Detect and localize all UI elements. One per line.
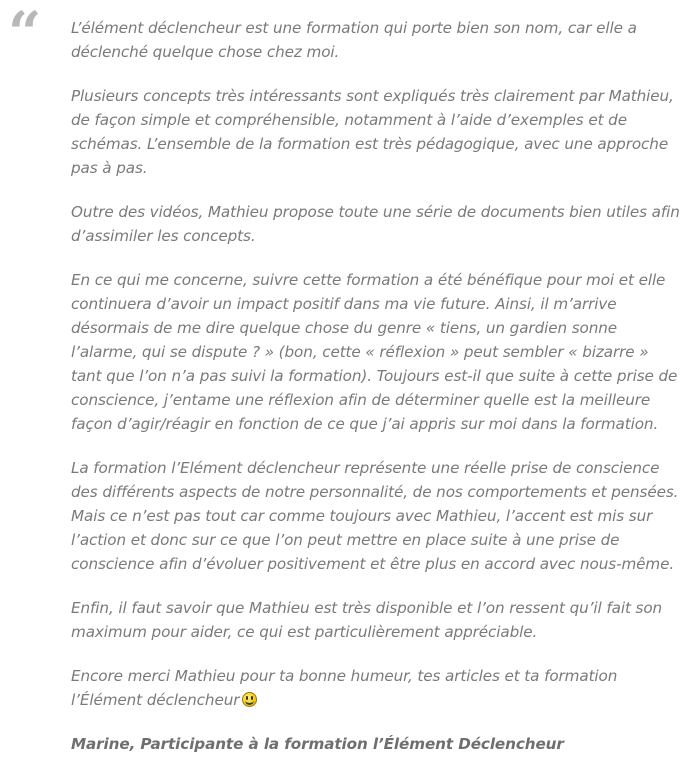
testimonial-author: Marine, Participante à la formation l’Élément Déclencheur <box>71 735 564 753</box>
smiley-face-icon <box>242 692 257 707</box>
testimonial-body <box>71 16 683 756</box>
testimonial-paragraph-4: En ce qui me concerne, suivre cette formation a été bénéfique pour moi et elle continuera d’avoir un impact positif dans ma vie future. Ainsi, il m’arrive désormais de me dire quelque chose du genre « tiens, un gardien sonne l’alarme, qui se dispute ? » (bon, cette « réflexion » peut sembler « bizarre » tant que l’on n’a pas suivi la formation). Toujours est-il que suite à cette prise de conscience, j’entame une réflexion afin de déterminer quelle est la meilleure façon d’agir/réagir en fonction de ce que j’ai appris sur moi dans la formation. <box>71 271 678 433</box>
testimonial-paragraph-6: Enfin, il faut savoir que Mathieu est très disponible et l’on ressent qu’il fait son maximum pour aider, ce qui est particulièrement appréciable. <box>71 599 663 641</box>
testimonial-paragraph-5: La formation l’Elément déclencheur représente une réelle prise de conscience des différents aspects de notre personnalité, de nos comportements et pensées. Mais ce n’est pas tout car comme toujours avec Mathieu, l’accent est mis sur l’action et donc sur ce que l’on peut mettre en place suite à une prise de conscience afin d’évoluer positivement et être plus en accord avec nous-même. <box>71 459 679 573</box>
testimonial-paragraph-1: L’élément déclencheur est une formation qui porte bien son nom, car elle a déclenché quelque chose chez moi. <box>71 19 637 61</box>
testimonial-paragraph-2: Plusieurs concepts très intéressants sont expliqués très clairement par Mathieu, de façon simple et compréhensible, notamment à l’aide d’exemples et de schémas. L’ensemble de la formation est très pédagogique, avec une approche pas à pas. <box>71 87 674 177</box>
quote-mark-icon: “ <box>8 0 42 67</box>
testimonial-closing <box>71 664 683 712</box>
testimonial-paragraph-3: Outre des vidéos, Mathieu propose toute une série de documents bien utiles afin d’assimiler les concepts. <box>71 203 680 245</box>
closing-text: Encore merci Mathieu pour ta bonne humeur, tes articles et ta formation l’Élément déclencheur <box>71 667 618 709</box>
